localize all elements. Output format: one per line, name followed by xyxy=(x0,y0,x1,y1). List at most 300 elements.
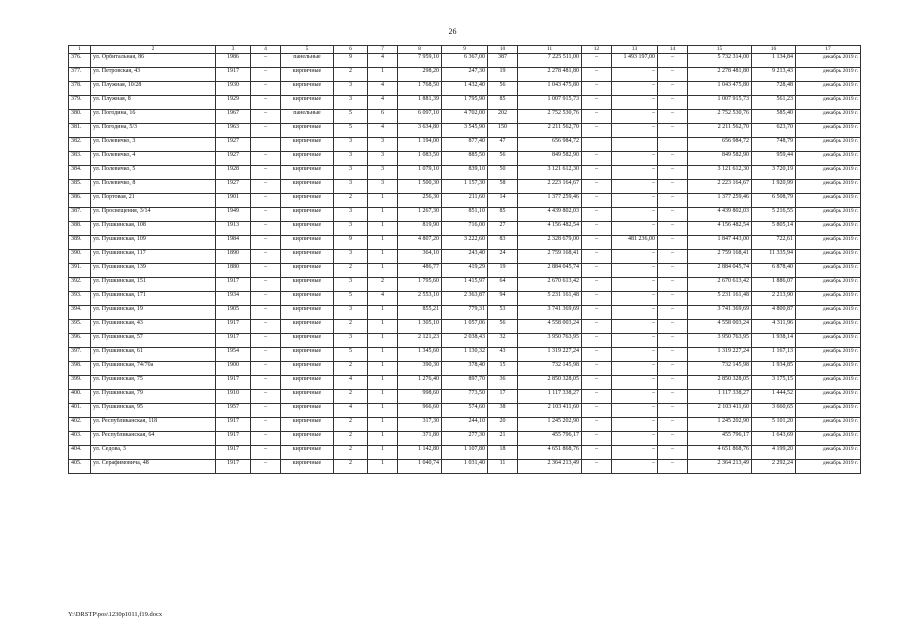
cell-cost-col-14: – xyxy=(658,68,688,82)
cell-cost-col-14: – xyxy=(658,250,688,264)
cell-cost-col-14: – xyxy=(658,460,688,474)
cell-cost-col-13: – xyxy=(612,348,658,362)
cell-total-area: 1 194,00 xyxy=(398,138,442,152)
cell-living-area: 277,30 xyxy=(442,432,488,446)
cell-address: ул. Пушкинская, 108 xyxy=(91,222,216,236)
cell-cost-col-15: 5 231 161,48 xyxy=(688,292,752,306)
cell-year-built: 1963 xyxy=(216,124,251,138)
cell-total-cost: 7 225 511,00 xyxy=(518,54,582,68)
cell-entrances: 1 xyxy=(368,306,398,320)
cell-year-rebuilt: – xyxy=(251,404,281,418)
column-header-17: 17 xyxy=(796,46,861,54)
cell-cost-col-13: 481 236,00 xyxy=(612,236,658,250)
cell-wall-material: кирпичные xyxy=(281,222,334,236)
cell-year-built: 1917 xyxy=(216,460,251,474)
cell-cost-per-sqm: 9 213,43 xyxy=(752,68,796,82)
cell-entrances: 1 xyxy=(368,418,398,432)
cell-row-number: 387. xyxy=(69,208,91,222)
cell-floors: 2 xyxy=(334,264,368,278)
cell-year-built: 1917 xyxy=(216,418,251,432)
column-header-5: 5 xyxy=(281,46,334,54)
cell-cost-col-13: – xyxy=(612,404,658,418)
cell-cost-col-13: – xyxy=(612,432,658,446)
cell-cost-col-12: – xyxy=(582,362,612,376)
cell-cost-per-sqm: 585,40 xyxy=(752,110,796,124)
cell-year-rebuilt: – xyxy=(251,376,281,390)
cell-living-area: 378,40 xyxy=(442,362,488,376)
cell-cost-col-15: 2 211 562,70 xyxy=(688,124,752,138)
cell-total-area: 2 553,10 xyxy=(398,292,442,306)
cell-total-cost: 1 043 475,80 xyxy=(518,82,582,96)
cell-cost-col-15: 1 847 443,00 xyxy=(688,236,752,250)
cell-completion-date: декабрь 2019 г. xyxy=(796,138,861,152)
cell-year-built: 1954 xyxy=(216,348,251,362)
cell-cost-col-15: 2 850 328,05 xyxy=(688,376,752,390)
cell-residents: 85 xyxy=(488,208,518,222)
cell-completion-date: декабрь 2019 г. xyxy=(796,446,861,460)
cell-address: ул. Пушкинская, 79 xyxy=(91,390,216,404)
cell-floors: 9 xyxy=(334,236,368,250)
cell-entrances: 1 xyxy=(368,208,398,222)
cell-living-area: 1 415,97 xyxy=(442,278,488,292)
cell-cost-col-14: – xyxy=(658,446,688,460)
cell-year-rebuilt: – xyxy=(251,54,281,68)
cell-living-area: 244,10 xyxy=(442,418,488,432)
cell-address: ул. Пушкинская, 43 xyxy=(91,320,216,334)
cell-cost-per-sqm: 1 886,07 xyxy=(752,278,796,292)
cell-cost-col-14: – xyxy=(658,194,688,208)
cell-living-area: 211,60 xyxy=(442,194,488,208)
cell-total-cost: 2 103 411,60 xyxy=(518,404,582,418)
cell-floors: 5 xyxy=(334,292,368,306)
cell-address: ул. Пушкинская, 74/70а xyxy=(91,362,216,376)
cell-wall-material: кирпичные xyxy=(281,152,334,166)
cell-wall-material: кирпичные xyxy=(281,82,334,96)
cell-residents: 50 xyxy=(488,166,518,180)
cell-entrances: 2 xyxy=(368,278,398,292)
cell-address: ул. Пушкинская, 75 xyxy=(91,376,216,390)
cell-cost-col-13: – xyxy=(612,292,658,306)
cell-cost-per-sqm: 2 213,90 xyxy=(752,292,796,306)
table-row xyxy=(69,54,861,68)
cell-residents: 85 xyxy=(488,96,518,110)
cell-cost-col-14: – xyxy=(658,236,688,250)
cell-total-area: 1 500,30 xyxy=(398,180,442,194)
cell-completion-date: декабрь 2019 г. xyxy=(796,166,861,180)
cell-year-rebuilt: – xyxy=(251,292,281,306)
cell-cost-col-13: – xyxy=(612,166,658,180)
cell-total-cost: 2 752 530,76 xyxy=(518,110,582,124)
cell-entrances: 6 xyxy=(368,110,398,124)
cell-row-number: 391. xyxy=(69,264,91,278)
cell-row-number: 405. xyxy=(69,460,91,474)
cell-floors: 3 xyxy=(334,138,368,152)
cell-cost-per-sqm: 6 508,79 xyxy=(752,194,796,208)
cell-year-built: 1913 xyxy=(216,222,251,236)
cell-completion-date: декабрь 2019 г. xyxy=(796,306,861,320)
cell-residents: 94 xyxy=(488,292,518,306)
cell-cost-col-14: – xyxy=(658,208,688,222)
cell-wall-material: кирпичные xyxy=(281,432,334,446)
cell-address: ул. Республиканская, 64 xyxy=(91,432,216,446)
cell-wall-material: панельные xyxy=(281,110,334,124)
cell-total-cost: 3 121 612,30 xyxy=(518,166,582,180)
cell-year-rebuilt: – xyxy=(251,124,281,138)
table-row xyxy=(69,460,861,474)
column-header-8: 8 xyxy=(398,46,442,54)
cell-living-area: 1 157,30 xyxy=(442,180,488,194)
cell-year-built: 1917 xyxy=(216,376,251,390)
cell-floors: 2 xyxy=(334,432,368,446)
cell-total-cost: 4 651 868,76 xyxy=(518,446,582,460)
cell-total-area: 819,90 xyxy=(398,222,442,236)
cell-address: ул. Плужная, 8 xyxy=(91,96,216,110)
cell-residents: 19 xyxy=(488,264,518,278)
cell-cost-per-sqm: 722,61 xyxy=(752,236,796,250)
cell-living-area: 1 130,32 xyxy=(442,348,488,362)
cell-total-cost: 1 007 915,73 xyxy=(518,96,582,110)
cell-row-number: 404. xyxy=(69,446,91,460)
cell-entrances: 1 xyxy=(368,362,398,376)
column-header-13: 13 xyxy=(612,46,658,54)
cell-completion-date: декабрь 2019 г. xyxy=(796,250,861,264)
cell-cost-per-sqm: 11 335,94 xyxy=(752,250,796,264)
cell-row-number: 390. xyxy=(69,250,91,264)
cell-entrances: 1 xyxy=(368,460,398,474)
cell-floors: 2 xyxy=(334,362,368,376)
table-row xyxy=(69,348,861,362)
cell-total-cost: 1 319 227,24 xyxy=(518,348,582,362)
cell-total-area: 486,77 xyxy=(398,264,442,278)
cell-year-rebuilt: – xyxy=(251,418,281,432)
cell-floors: 3 xyxy=(334,166,368,180)
cell-year-built: 1934 xyxy=(216,292,251,306)
cell-total-area: 364,10 xyxy=(398,250,442,264)
cell-total-cost: 2 850 328,05 xyxy=(518,376,582,390)
table-row xyxy=(69,390,861,404)
cell-cost-col-13: – xyxy=(612,152,658,166)
cell-total-cost: 2 211 562,70 xyxy=(518,124,582,138)
table-row xyxy=(69,138,861,152)
cell-cost-col-13: – xyxy=(612,320,658,334)
cell-wall-material: кирпичные xyxy=(281,208,334,222)
cell-total-area: 1 345,60 xyxy=(398,348,442,362)
cell-cost-col-12: – xyxy=(582,54,612,68)
cell-year-rebuilt: – xyxy=(251,236,281,250)
cell-year-rebuilt: – xyxy=(251,264,281,278)
cell-residents: 18 xyxy=(488,446,518,460)
table-row xyxy=(69,320,861,334)
cell-completion-date: декабрь 2019 г. xyxy=(796,222,861,236)
cell-completion-date: декабрь 2019 г. xyxy=(796,180,861,194)
cell-residents: 24 xyxy=(488,250,518,264)
cell-year-rebuilt: – xyxy=(251,306,281,320)
cell-entrances: 1 xyxy=(368,264,398,278)
cell-cost-per-sqm: 959,44 xyxy=(752,152,796,166)
table-row xyxy=(69,278,861,292)
cell-total-area: 1 142,80 xyxy=(398,446,442,460)
cell-row-number: 383. xyxy=(69,152,91,166)
cell-living-area: 243,40 xyxy=(442,250,488,264)
cell-cost-col-13: – xyxy=(612,418,658,432)
cell-cost-col-14: – xyxy=(658,180,688,194)
cell-living-area: 6 367,00 xyxy=(442,54,488,68)
cell-cost-col-14: – xyxy=(658,152,688,166)
cell-cost-per-sqm: 3 175,15 xyxy=(752,376,796,390)
cell-total-area: 966,60 xyxy=(398,404,442,418)
cell-year-rebuilt: – xyxy=(251,208,281,222)
cell-residents: 15 xyxy=(488,362,518,376)
cell-cost-per-sqm: 728,48 xyxy=(752,82,796,96)
cell-row-number: 384. xyxy=(69,166,91,180)
cell-total-area: 256,30 xyxy=(398,194,442,208)
cell-year-built: 1880 xyxy=(216,264,251,278)
cell-cost-per-sqm: 3 660,65 xyxy=(752,404,796,418)
cell-cost-col-15: 3 121 612,30 xyxy=(688,166,752,180)
cell-total-area: 998,60 xyxy=(398,390,442,404)
cell-living-area: 897,70 xyxy=(442,376,488,390)
cell-address: ул. Петровская, 43 xyxy=(91,68,216,82)
cell-completion-date: декабрь 2019 г. xyxy=(796,432,861,446)
cell-total-cost: 4 156 482,54 xyxy=(518,222,582,236)
cell-row-number: 378. xyxy=(69,82,91,96)
cell-cost-col-15: 732 145,98 xyxy=(688,362,752,376)
cell-total-area: 4 807,20 xyxy=(398,236,442,250)
cell-living-area: 3 222,60 xyxy=(442,236,488,250)
cell-floors: 2 xyxy=(334,446,368,460)
cell-cost-col-12: – xyxy=(582,82,612,96)
cell-year-rebuilt: – xyxy=(251,194,281,208)
cell-cost-col-15: 2 884 045,74 xyxy=(688,264,752,278)
cell-year-built: 1930 xyxy=(216,82,251,96)
cell-residents: 32 xyxy=(488,334,518,348)
cell-cost-col-12: – xyxy=(582,348,612,362)
cell-cost-col-13: – xyxy=(612,124,658,138)
cell-cost-col-13: – xyxy=(612,110,658,124)
cell-total-area: 1 881,39 xyxy=(398,96,442,110)
table-row xyxy=(69,194,861,208)
cell-year-built: 1905 xyxy=(216,306,251,320)
cell-cost-per-sqm: 1 934,85 xyxy=(752,362,796,376)
cell-year-rebuilt: – xyxy=(251,222,281,236)
cell-address: ул. Пушкинская, 139 xyxy=(91,264,216,278)
cell-year-built: 1917 xyxy=(216,334,251,348)
table-row xyxy=(69,222,861,236)
cell-residents: 43 xyxy=(488,348,518,362)
cell-wall-material: кирпичные xyxy=(281,376,334,390)
cell-floors: 3 xyxy=(334,82,368,96)
cell-entrances: 1 xyxy=(368,194,398,208)
cell-cost-col-14: – xyxy=(658,110,688,124)
cell-residents: 20 xyxy=(488,418,518,432)
cell-completion-date: декабрь 2019 г. xyxy=(796,460,861,474)
cell-entrances: 1 xyxy=(368,320,398,334)
table-row xyxy=(69,152,861,166)
cell-cost-col-15: 1 245 202,90 xyxy=(688,418,752,432)
cell-year-rebuilt: – xyxy=(251,250,281,264)
cell-floors: 2 xyxy=(334,460,368,474)
cell-cost-col-15: 3 950 763,95 xyxy=(688,334,752,348)
cell-floors: 2 xyxy=(334,68,368,82)
cell-wall-material: кирпичные xyxy=(281,390,334,404)
cell-cost-col-15: 4 156 482,54 xyxy=(688,222,752,236)
cell-row-number: 396. xyxy=(69,334,91,348)
cell-entrances: 1 xyxy=(368,334,398,348)
cell-cost-per-sqm: 2 292,24 xyxy=(752,460,796,474)
table-row xyxy=(69,376,861,390)
table-row xyxy=(69,362,861,376)
cell-year-built: 1917 xyxy=(216,68,251,82)
cell-wall-material: кирпичные xyxy=(281,264,334,278)
cell-cost-col-14: – xyxy=(658,376,688,390)
cell-row-number: 395. xyxy=(69,320,91,334)
column-header-9: 9 xyxy=(442,46,488,54)
column-header-7: 7 xyxy=(368,46,398,54)
cell-row-number: 376. xyxy=(69,54,91,68)
table-row xyxy=(69,292,861,306)
cell-total-cost: 5 231 161,48 xyxy=(518,292,582,306)
cell-entrances: 1 xyxy=(368,236,398,250)
cell-total-area: 371,80 xyxy=(398,432,442,446)
cell-cost-col-13: – xyxy=(612,390,658,404)
cell-total-cost: 4 558 003,24 xyxy=(518,320,582,334)
table-row xyxy=(69,208,861,222)
cell-cost-col-13: – xyxy=(612,446,658,460)
cell-year-built: 1927 xyxy=(216,138,251,152)
cell-cost-col-15: 5 732 314,00 xyxy=(688,54,752,68)
cell-year-rebuilt: – xyxy=(251,180,281,194)
cell-wall-material: кирпичные xyxy=(281,68,334,82)
cell-cost-per-sqm: 1 167,13 xyxy=(752,348,796,362)
cell-wall-material: кирпичные xyxy=(281,138,334,152)
cell-cost-col-13: – xyxy=(612,194,658,208)
cell-row-number: 385. xyxy=(69,180,91,194)
cell-cost-col-12: – xyxy=(582,208,612,222)
cell-completion-date: декабрь 2019 г. xyxy=(796,264,861,278)
cell-cost-per-sqm: 1 643,69 xyxy=(752,432,796,446)
cell-completion-date: декабрь 2019 г. xyxy=(796,96,861,110)
cell-cost-per-sqm: 6 878,40 xyxy=(752,264,796,278)
column-header-6: 6 xyxy=(334,46,368,54)
cell-completion-date: декабрь 2019 г. xyxy=(796,404,861,418)
cell-cost-col-13: – xyxy=(612,68,658,82)
cell-floors: 3 xyxy=(334,180,368,194)
cell-total-area: 1 040,74 xyxy=(398,460,442,474)
cell-completion-date: декабрь 2019 г. xyxy=(796,54,861,68)
cell-cost-col-12: – xyxy=(582,306,612,320)
cell-completion-date: декабрь 2019 г. xyxy=(796,208,861,222)
cell-cost-col-12: – xyxy=(582,236,612,250)
cell-total-cost: 3 950 763,95 xyxy=(518,334,582,348)
cell-address: ул. Орбитальная, 86 xyxy=(91,54,216,68)
cell-year-rebuilt xyxy=(251,138,281,152)
cell-cost-per-sqm: 623,70 xyxy=(752,124,796,138)
cell-residents: 14 xyxy=(488,194,518,208)
table-row xyxy=(69,82,861,96)
cell-floors: 3 xyxy=(334,306,368,320)
cell-cost-col-15: 2 278 481,80 xyxy=(688,68,752,82)
cell-residents: 38 xyxy=(488,404,518,418)
cell-entrances: 3 xyxy=(368,180,398,194)
cell-cost-col-13: – xyxy=(612,264,658,278)
cell-total-area: 3 634,80 xyxy=(398,124,442,138)
cell-total-area: 1 768,50 xyxy=(398,82,442,96)
cell-year-rebuilt: – xyxy=(251,320,281,334)
cell-row-number: 388. xyxy=(69,222,91,236)
table-row xyxy=(69,264,861,278)
cell-year-built: 1900 xyxy=(216,362,251,376)
cell-entrances: 4 xyxy=(368,96,398,110)
cell-total-cost: 2 278 481,80 xyxy=(518,68,582,82)
cell-residents: 56 xyxy=(488,320,518,334)
cell-living-area: 2 363,87 xyxy=(442,292,488,306)
cell-cost-col-14: – xyxy=(658,320,688,334)
cell-address: ул. Пушкинская, 109 xyxy=(91,236,216,250)
table-row xyxy=(69,166,861,180)
cell-cost-per-sqm: 5 216,55 xyxy=(752,208,796,222)
cell-wall-material: кирпичные xyxy=(281,460,334,474)
cell-entrances: 4 xyxy=(368,54,398,68)
cell-row-number: 397. xyxy=(69,348,91,362)
cell-cost-col-15: 1 117 338,27 xyxy=(688,390,752,404)
table-row xyxy=(69,306,861,320)
cell-cost-col-12: – xyxy=(582,446,612,460)
cell-row-number: 393. xyxy=(69,292,91,306)
cell-address: ул. Полевичко, 4 xyxy=(91,152,216,166)
cell-cost-col-14: – xyxy=(658,390,688,404)
cell-wall-material: кирпичные xyxy=(281,194,334,208)
cell-floors: 4 xyxy=(334,376,368,390)
cell-cost-per-sqm: 1 938,14 xyxy=(752,334,796,348)
cell-row-number: 377. xyxy=(69,68,91,82)
cell-living-area: 851,10 xyxy=(442,208,488,222)
cell-cost-col-15: 3 741 369,69 xyxy=(688,306,752,320)
cell-cost-col-15: 2 364 213,49 xyxy=(688,460,752,474)
cell-cost-col-12: – xyxy=(582,390,612,404)
cell-cost-col-12: – xyxy=(582,222,612,236)
cell-wall-material: кирпичные xyxy=(281,404,334,418)
cell-wall-material: кирпичные xyxy=(281,348,334,362)
cell-year-built: 1901 xyxy=(216,194,251,208)
cell-address: ул. Пушкинская, 95 xyxy=(91,404,216,418)
cell-wall-material: кирпичные xyxy=(281,180,334,194)
cell-entrances: 4 xyxy=(368,124,398,138)
cell-cost-col-13: – xyxy=(612,306,658,320)
cell-cost-col-14: – xyxy=(658,418,688,432)
cell-total-cost: 656 984,72 xyxy=(518,138,582,152)
cell-living-area: 1 031,40 xyxy=(442,460,488,474)
cell-entrances: 1 xyxy=(368,348,398,362)
cell-total-cost: 1 377 259,46 xyxy=(518,194,582,208)
cell-address: ул. Просвещения, 3/14 xyxy=(91,208,216,222)
cell-living-area: 877,40 xyxy=(442,138,488,152)
cell-cost-col-14: – xyxy=(658,222,688,236)
cell-year-built: 1927 xyxy=(216,180,251,194)
cell-cost-col-12: – xyxy=(582,124,612,138)
cell-total-area: 2 121,23 xyxy=(398,334,442,348)
table-row xyxy=(69,250,861,264)
table-row xyxy=(69,432,861,446)
cell-cost-per-sqm: 1 920,99 xyxy=(752,180,796,194)
cell-residents: 53 xyxy=(488,306,518,320)
cell-cost-per-sqm: 4 199,20 xyxy=(752,446,796,460)
cell-cost-col-15: 1 377 259,46 xyxy=(688,194,752,208)
cell-completion-date: декабрь 2019 г. xyxy=(796,152,861,166)
cell-row-number: 400. xyxy=(69,390,91,404)
cell-year-rebuilt: – xyxy=(251,278,281,292)
page-number: 26 xyxy=(448,27,457,36)
cell-wall-material: кирпичные xyxy=(281,362,334,376)
